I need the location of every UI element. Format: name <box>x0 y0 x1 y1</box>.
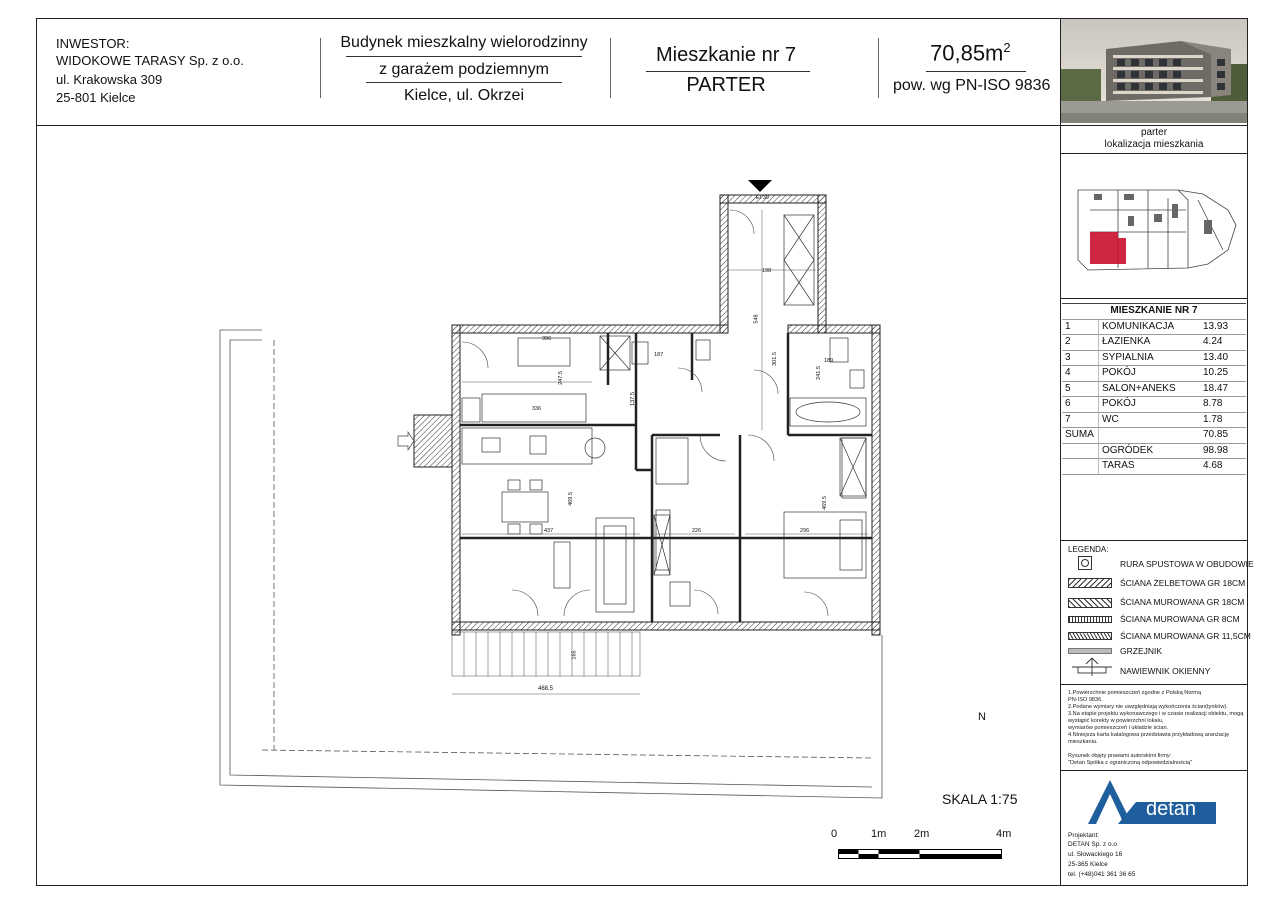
scale-tick: 2m <box>914 828 930 840</box>
legend-label: GRZEJNIK <box>1120 646 1163 656</box>
header-separator <box>878 38 879 98</box>
building-subtitle: z garażem podziemnym <box>379 61 549 78</box>
legend-swatch-masonry-11 <box>1068 632 1112 640</box>
area-unit-sup: 2 <box>1003 40 1011 55</box>
legend-swatch-concrete <box>1068 578 1112 588</box>
note-line: PN-ISO 9836. <box>1068 697 1103 703</box>
north-label: N <box>978 711 986 723</box>
building-title: Budynek mieszkalny wielorodzinny <box>340 34 588 51</box>
apartment-title: Mieszkanie nr 7 <box>655 44 797 66</box>
notes-top-line <box>1060 684 1248 685</box>
legend-label: ŚCIANA ŻELBETOWA GR 18CM <box>1120 578 1246 588</box>
room-area: 4.68 <box>1200 459 1246 475</box>
designer-line: ul. Słowackiego 16 <box>1068 851 1123 858</box>
underline <box>646 71 810 72</box>
note-line: 2.Podane wymiary nie uwzględniają wykończenia ścian(tynków). <box>1068 704 1228 710</box>
table-top-line <box>1060 298 1248 299</box>
location-caption: lokalizacja mieszkania <box>1104 139 1204 150</box>
note-line <box>1068 746 1243 753</box>
designer-line: 25-365 Kielce <box>1068 861 1108 868</box>
room-area: 18.47 <box>1200 381 1246 397</box>
render-bottom-line <box>1060 125 1248 126</box>
dimension-lines <box>452 210 868 694</box>
underline <box>346 56 582 57</box>
table-title: MIESZKANIE NR 7 <box>1062 304 1246 320</box>
room-area: 4.24 <box>1200 335 1246 351</box>
floor-label: PARTER <box>686 74 766 96</box>
dimension-label: 469.5 <box>821 496 828 510</box>
window-vent-icon <box>1072 656 1112 683</box>
underline <box>366 82 562 83</box>
area-number: 70,85m <box>930 40 1004 66</box>
legend-label: RURA SPUSTOWA W OBUDOWIE <box>1120 559 1254 569</box>
dimension-label: 548 <box>753 314 760 324</box>
rooms-table <box>1062 303 1246 475</box>
room-name: OGRÓDEK <box>1099 443 1201 459</box>
room-number <box>1062 443 1099 459</box>
room-number: 2 <box>1062 335 1099 351</box>
note-line: mieszkania. <box>1068 739 1098 745</box>
note-line: Rysunek objęty prawami autorskimi firmy: <box>1068 753 1172 759</box>
room-area: 98.98 <box>1200 443 1246 459</box>
scale-tick: 0 <box>831 828 838 840</box>
door-swings <box>462 210 828 616</box>
room-area: 8.78 <box>1200 397 1246 413</box>
dimension-label: 137.5 <box>629 392 636 406</box>
desk-chair <box>656 438 690 606</box>
underline <box>926 71 1026 72</box>
table-row <box>1062 459 1246 475</box>
exterior-walls <box>414 195 880 635</box>
room-number: 7 <box>1062 412 1099 428</box>
table-row <box>1062 412 1246 428</box>
room-area: 1.78 <box>1200 412 1246 428</box>
table-row <box>1062 397 1246 413</box>
table-row <box>1062 443 1246 459</box>
legend-label: ŚCIANA MUROWANA GR 11,5CM <box>1120 631 1251 641</box>
sofa <box>596 518 634 612</box>
dimension-label: 336 <box>532 406 542 412</box>
dimension-label: 226 <box>692 528 702 534</box>
investor-line: WIDOKOWE TARASY Sp. z o.o. <box>56 53 244 68</box>
legend-swatch-masonry-8 <box>1068 616 1112 623</box>
dimension-label: 165 <box>571 650 578 660</box>
scale-tick: 4m <box>996 828 1012 840</box>
scale-label: SKALA 1:75 <box>942 791 1018 807</box>
table-header-row <box>1062 304 1246 320</box>
location-key-plan <box>1068 180 1240 275</box>
kitchen-counter <box>462 428 605 464</box>
room-name: TARAS <box>1099 459 1201 475</box>
dimension-label: 437 <box>544 528 554 534</box>
desk <box>462 338 586 422</box>
building-address: Kielce, ul. Okrzei <box>403 87 525 104</box>
designer-line: tel. (+48)041 361 36 65 <box>1068 871 1136 878</box>
table-row <box>1062 428 1246 444</box>
dimension-label: 469.5 <box>567 492 574 506</box>
room-area: 70.85 <box>1200 428 1246 444</box>
dimension-label: 301.5 <box>771 352 778 366</box>
dimension-label: 198 <box>762 268 772 274</box>
investor-line: 25-801 Kielce <box>56 90 136 105</box>
room-number: 6 <box>1062 397 1099 413</box>
location-caption: parter <box>1140 127 1168 138</box>
note-line: 3.Na etapie projektu wykonawczego i w czasie realizacji obiektu, mogą <box>1068 711 1244 717</box>
note-line: 4.Niniejsza karta katalogowa przedstawia przykładową aranżację <box>1068 732 1230 738</box>
caption-bottom-line <box>1060 153 1248 154</box>
dimension-label: 296 <box>800 528 810 534</box>
table-row <box>1062 366 1246 382</box>
legend-label: ŚCIANA MUROWANA GR 18CM <box>1120 597 1245 607</box>
room-area: 13.93 <box>1200 319 1246 335</box>
legend-title: LEGENDA: <box>1068 545 1109 554</box>
room-name: SALON+ANEKS <box>1099 381 1201 397</box>
investor-line: INWESTOR: <box>56 36 130 51</box>
building-render-image <box>1061 19 1247 123</box>
legend-top-line <box>1060 540 1248 541</box>
room-number <box>1062 459 1099 475</box>
logo-text: detan <box>1146 798 1197 820</box>
room-number: 1 <box>1062 319 1099 335</box>
room-name <box>1099 428 1201 444</box>
room-name: POKÓJ <box>1099 397 1201 413</box>
dimension-label: 468.5 <box>538 686 554 692</box>
terrace <box>452 632 640 676</box>
highlighted-apartment <box>1090 232 1126 264</box>
note-line: "Detan Spółka z ograniczoną odpowiedzialnością" <box>1068 760 1193 766</box>
room-number: SUMA <box>1062 428 1099 444</box>
room-name: SYPIALNIA <box>1099 350 1201 366</box>
room-name: ŁAZIENKA <box>1099 335 1201 351</box>
designer-line: Projektant: <box>1068 832 1100 839</box>
room-number: 5 <box>1062 381 1099 397</box>
tv-unit <box>554 542 570 588</box>
area-note: pow. wg PN-ISO 9836 <box>893 77 1051 94</box>
dimension-label: 396 <box>542 336 552 342</box>
table-row <box>1062 350 1246 366</box>
bathroom-fixtures <box>629 338 866 426</box>
header-bottom-line <box>36 125 1060 126</box>
investor-line: ul. Krakowska 309 <box>56 72 163 87</box>
area-value <box>930 40 1011 66</box>
legend-swatch-radiator <box>1068 648 1112 654</box>
legend-symbol-pipe <box>1078 556 1092 570</box>
room-name: WC <box>1099 412 1201 428</box>
room-name: KOMUNIKACJA <box>1099 319 1201 335</box>
header-separator <box>320 38 321 98</box>
table-row <box>1062 319 1246 335</box>
scale-bar <box>838 846 1002 856</box>
scale-tick: 1m <box>871 828 887 840</box>
garden-outline <box>220 330 882 798</box>
room-name: POKÓJ <box>1099 366 1201 382</box>
dining-table <box>502 480 548 534</box>
note-line: wystąpić korekty w powierzchni lokalu, <box>1068 718 1164 724</box>
room-number: 4 <box>1062 366 1099 382</box>
room-area: 13.40 <box>1200 350 1246 366</box>
designer-line: DETAN Sp. z o.o <box>1068 841 1118 848</box>
detan-logo <box>1088 778 1216 828</box>
window-vent-marker <box>398 432 414 450</box>
dimension-label: 241.5 <box>815 366 822 380</box>
door-rating-label: EI 30 <box>756 195 769 201</box>
dimension-label: 187 <box>654 352 664 358</box>
logo-top-line <box>1060 770 1248 771</box>
dimension-label: 247.5 <box>557 371 564 385</box>
dimension-label: 189 <box>824 358 834 364</box>
room-number: 3 <box>1062 350 1099 366</box>
interior-walls <box>460 333 872 622</box>
table-row <box>1062 381 1246 397</box>
notes-block <box>1068 690 1243 767</box>
legend-label: ŚCIANA MUROWANA GR 8CM <box>1120 614 1240 624</box>
legend-label: NAWIEWNIK OKIENNY <box>1120 666 1211 676</box>
header-separator <box>610 38 611 98</box>
note-line: 1.Powierzchnie pomieszczeń zgodne z Polską Normą <box>1068 690 1202 696</box>
entrance-marker <box>748 180 772 192</box>
room-area: 10.25 <box>1200 366 1246 382</box>
table-row <box>1062 335 1246 351</box>
legend-swatch-masonry-18 <box>1068 598 1112 608</box>
note-line: wymiarów pomieszczeń i układzie ścian. <box>1068 725 1169 731</box>
